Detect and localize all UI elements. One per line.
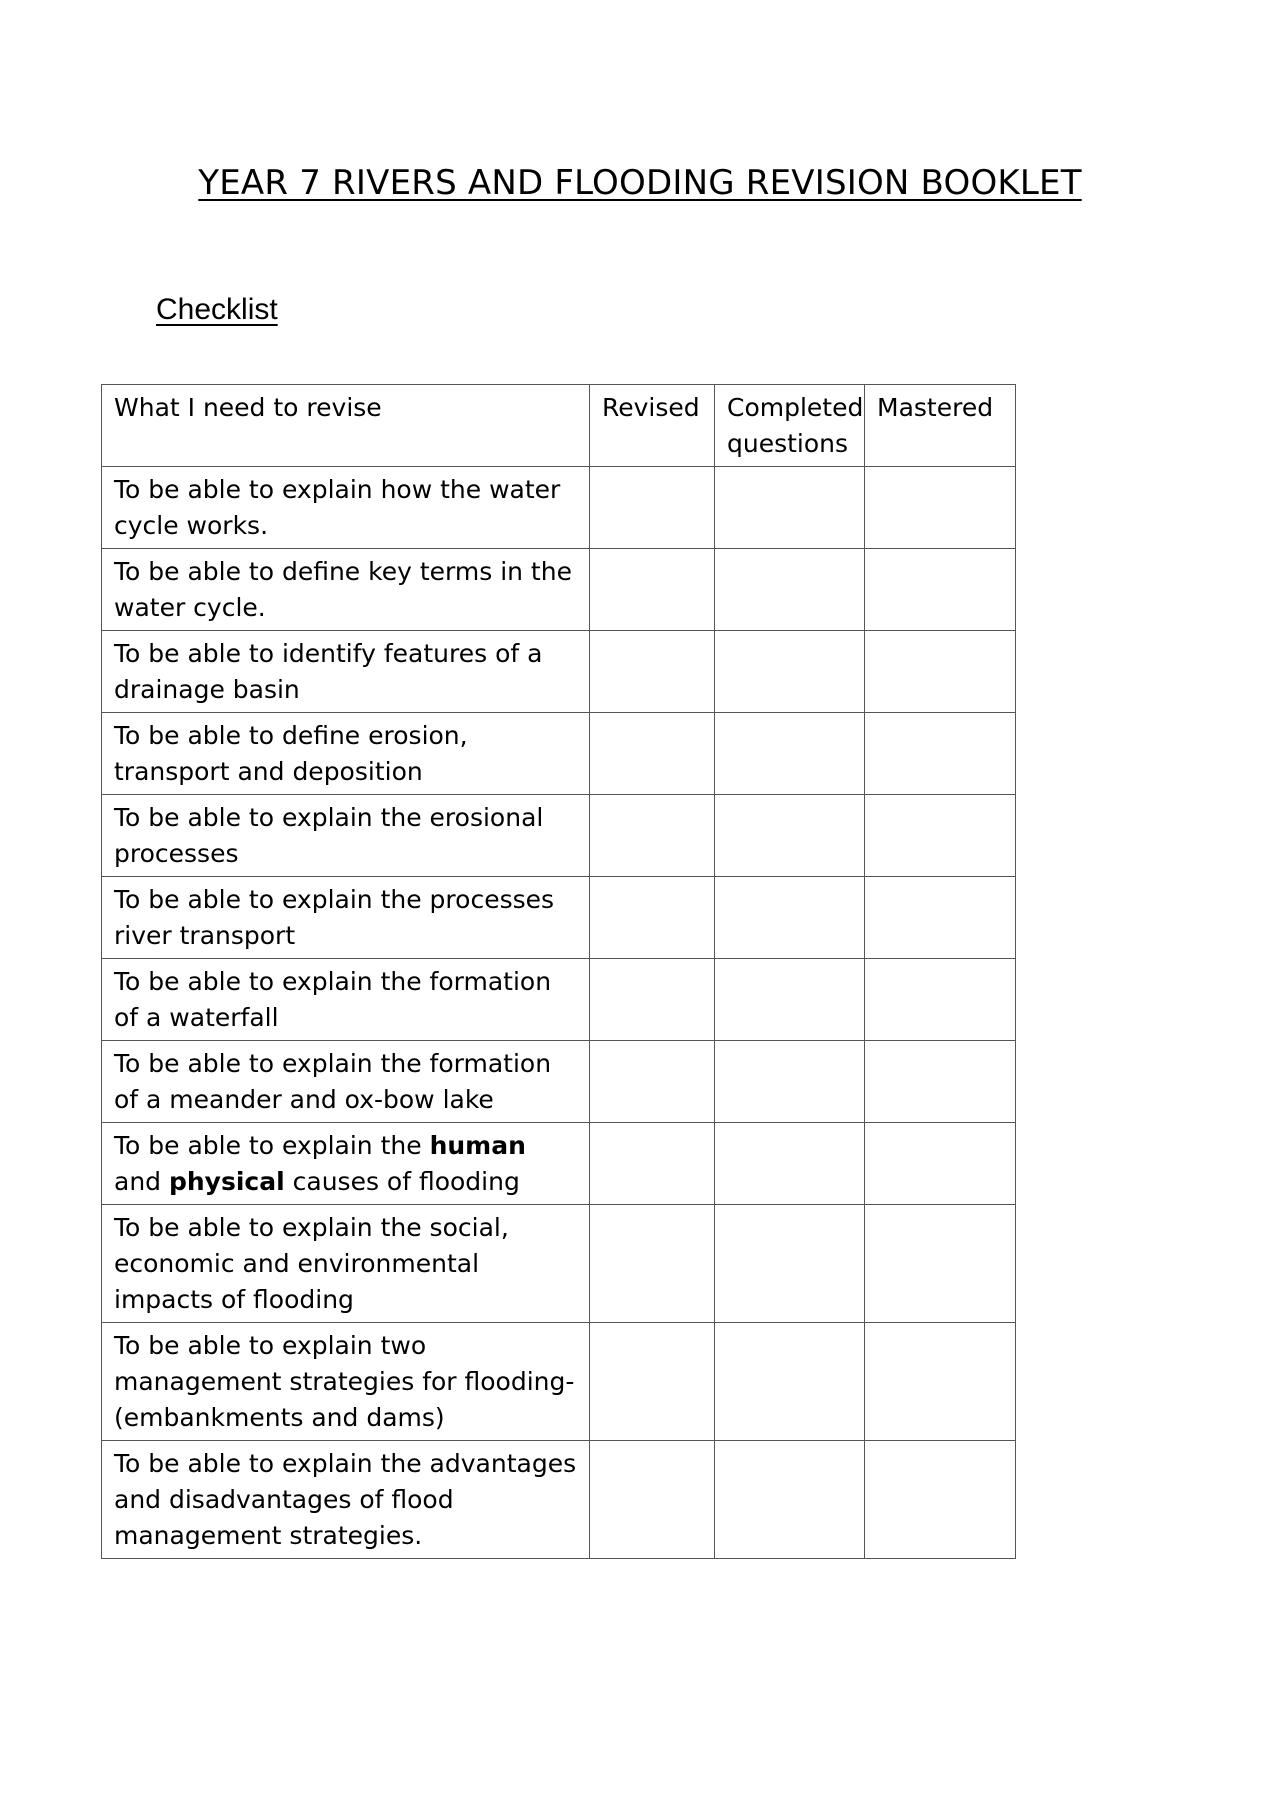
revised-cell[interactable] bbox=[590, 467, 715, 549]
header-mastered: Mastered bbox=[865, 385, 1016, 467]
table-row bbox=[102, 467, 1016, 549]
table-row bbox=[102, 877, 1016, 959]
table-header-row bbox=[102, 385, 1016, 467]
completed-cell[interactable] bbox=[715, 1041, 865, 1123]
header-topic: What I need to revise bbox=[102, 385, 590, 467]
mastered-cell[interactable] bbox=[865, 467, 1016, 549]
header-completed-questions: Completed questions bbox=[715, 385, 865, 467]
mastered-cell[interactable] bbox=[865, 1123, 1016, 1205]
topic-cell: To be able to explain the processes river transport bbox=[102, 877, 590, 959]
topic-cell: To be able to explain two management strategies for flooding- (embankments and dams) bbox=[102, 1323, 590, 1441]
table-row bbox=[102, 795, 1016, 877]
mastered-cell[interactable] bbox=[865, 631, 1016, 713]
table-row bbox=[102, 1441, 1016, 1559]
revised-cell[interactable] bbox=[590, 1441, 715, 1559]
emphasis-human: human bbox=[429, 1131, 526, 1160]
mastered-cell[interactable] bbox=[865, 713, 1016, 795]
topic-text: causes of flooding bbox=[284, 1167, 520, 1196]
revised-cell[interactable] bbox=[590, 1123, 715, 1205]
table-row bbox=[102, 1323, 1016, 1441]
mastered-cell[interactable] bbox=[865, 549, 1016, 631]
topic-text: To be able to explain the bbox=[114, 1131, 430, 1160]
emphasis-physical: physical bbox=[168, 1167, 285, 1196]
revised-cell[interactable] bbox=[590, 1041, 715, 1123]
revised-cell[interactable] bbox=[590, 1205, 715, 1323]
mastered-cell[interactable] bbox=[865, 795, 1016, 877]
table-row bbox=[102, 1123, 1016, 1205]
topic-cell: To be able to explain the social, economic and environmental impacts of flooding bbox=[102, 1205, 590, 1323]
completed-cell[interactable] bbox=[715, 549, 865, 631]
revised-cell[interactable] bbox=[590, 549, 715, 631]
topic-cell: To be able to explain the erosional processes bbox=[102, 795, 590, 877]
table-row bbox=[102, 713, 1016, 795]
completed-cell[interactable] bbox=[715, 1123, 865, 1205]
header-revised: Revised bbox=[590, 385, 715, 467]
table-row bbox=[102, 959, 1016, 1041]
table-row bbox=[102, 1205, 1016, 1323]
completed-cell[interactable] bbox=[715, 1441, 865, 1559]
completed-cell[interactable] bbox=[715, 877, 865, 959]
topic-cell: To be able to explain the formation of a waterfall bbox=[102, 959, 590, 1041]
mastered-cell[interactable] bbox=[865, 1323, 1016, 1441]
revised-cell[interactable] bbox=[590, 631, 715, 713]
topic-cell: To be able to explain the advantages and disadvantages of flood management strategies. bbox=[102, 1441, 590, 1559]
topic-cell bbox=[102, 1123, 590, 1205]
mastered-cell[interactable] bbox=[865, 877, 1016, 959]
completed-cell[interactable] bbox=[715, 631, 865, 713]
section-heading-checklist: Checklist bbox=[156, 293, 278, 326]
page-title: YEAR 7 RIVERS AND FLOODING REVISION BOOKLET bbox=[198, 163, 1082, 203]
table-row bbox=[102, 1041, 1016, 1123]
topic-cell: To be able to explain the formation of a meander and ox-bow lake bbox=[102, 1041, 590, 1123]
completed-cell[interactable] bbox=[715, 1205, 865, 1323]
revised-cell[interactable] bbox=[590, 1323, 715, 1441]
mastered-cell[interactable] bbox=[865, 959, 1016, 1041]
topic-cell: To be able to define key terms in the water cycle. bbox=[102, 549, 590, 631]
revised-cell[interactable] bbox=[590, 959, 715, 1041]
completed-cell[interactable] bbox=[715, 959, 865, 1041]
table-row bbox=[102, 549, 1016, 631]
mastered-cell[interactable] bbox=[865, 1205, 1016, 1323]
topic-cell: To be able to explain how the water cycle works. bbox=[102, 467, 590, 549]
topic-cell: To be able to identify features of a drainage basin bbox=[102, 631, 590, 713]
topic-text: and bbox=[114, 1167, 169, 1196]
revised-cell[interactable] bbox=[590, 877, 715, 959]
completed-cell[interactable] bbox=[715, 467, 865, 549]
revision-checklist-table bbox=[101, 384, 1016, 1559]
revised-cell[interactable] bbox=[590, 795, 715, 877]
revised-cell[interactable] bbox=[590, 713, 715, 795]
completed-cell[interactable] bbox=[715, 1323, 865, 1441]
mastered-cell[interactable] bbox=[865, 1041, 1016, 1123]
completed-cell[interactable] bbox=[715, 713, 865, 795]
table-row bbox=[102, 631, 1016, 713]
topic-cell: To be able to define erosion, transport and deposition bbox=[102, 713, 590, 795]
completed-cell[interactable] bbox=[715, 795, 865, 877]
mastered-cell[interactable] bbox=[865, 1441, 1016, 1559]
